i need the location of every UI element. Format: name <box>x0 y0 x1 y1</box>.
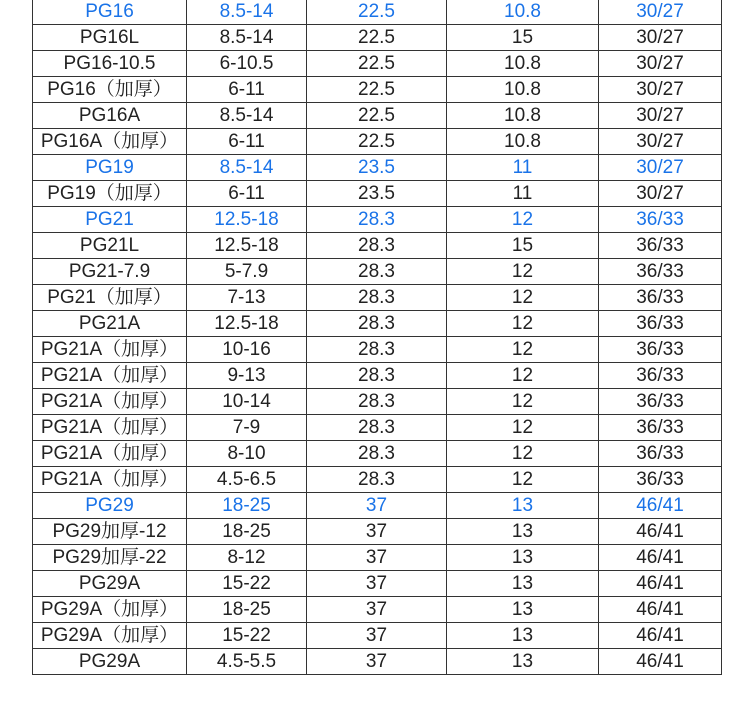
wrench-size-cell: 46/41 <box>599 649 722 675</box>
thread-length-cell: 13 <box>447 597 599 623</box>
cable-range-cell: 4.5-5.5 <box>187 649 307 675</box>
model-cell: PG21A（加厚） <box>33 441 187 467</box>
cable-range-cell: 10-16 <box>187 337 307 363</box>
wrench-size-cell: 36/33 <box>599 233 722 259</box>
thread-diameter-cell: 28.3 <box>307 207 447 233</box>
model-cell: PG21A（加厚） <box>33 337 187 363</box>
thread-diameter-cell: 23.5 <box>307 181 447 207</box>
thread-length-cell: 12 <box>447 285 599 311</box>
thread-length-cell: 10.8 <box>447 77 599 103</box>
thread-length-cell: 13 <box>447 545 599 571</box>
wrench-size-cell: 46/41 <box>599 493 722 519</box>
cable-range-cell: 8.5-14 <box>187 155 307 181</box>
thread-diameter-cell: 23.5 <box>307 155 447 181</box>
model-cell: PG21（加厚） <box>33 285 187 311</box>
thread-diameter-cell: 37 <box>307 623 447 649</box>
thread-diameter-cell: 28.3 <box>307 415 447 441</box>
thread-length-cell: 11 <box>447 181 599 207</box>
wrench-size-cell: 36/33 <box>599 415 722 441</box>
cable-range-cell: 8-10 <box>187 441 307 467</box>
thread-diameter-cell: 37 <box>307 545 447 571</box>
wrench-size-cell: 30/27 <box>599 25 722 51</box>
wrench-size-cell: 46/41 <box>599 519 722 545</box>
table-row <box>33 207 722 233</box>
thread-length-cell: 10.8 <box>447 129 599 155</box>
wrench-size-cell: 46/41 <box>599 545 722 571</box>
cable-range-cell: 8.5-14 <box>187 0 307 25</box>
cable-range-cell: 18-25 <box>187 493 307 519</box>
wrench-size-cell: 36/33 <box>599 337 722 363</box>
thread-length-cell: 13 <box>447 571 599 597</box>
table-row <box>33 259 722 285</box>
cable-range-cell: 18-25 <box>187 519 307 545</box>
cable-range-cell: 8.5-14 <box>187 103 307 129</box>
thread-diameter-cell: 28.3 <box>307 311 447 337</box>
thread-diameter-cell: 28.3 <box>307 337 447 363</box>
thread-diameter-cell: 37 <box>307 649 447 675</box>
cable-range-cell: 9-13 <box>187 363 307 389</box>
cable-range-cell: 6-11 <box>187 129 307 155</box>
table-row <box>33 415 722 441</box>
table-row <box>33 181 722 207</box>
spec-table <box>32 0 722 675</box>
thread-length-cell: 13 <box>447 623 599 649</box>
model-cell: PG21A（加厚） <box>33 415 187 441</box>
table-row <box>33 441 722 467</box>
model-cell: PG21A（加厚） <box>33 467 187 493</box>
model-cell: PG16-10.5 <box>33 51 187 77</box>
thread-diameter-cell: 28.3 <box>307 233 447 259</box>
table-row <box>33 389 722 415</box>
thread-length-cell: 12 <box>447 311 599 337</box>
wrench-size-cell: 30/27 <box>599 155 722 181</box>
thread-length-cell: 12 <box>447 389 599 415</box>
thread-length-cell: 12 <box>447 467 599 493</box>
thread-length-cell: 12 <box>447 259 599 285</box>
table-row <box>33 545 722 571</box>
cable-range-cell: 4.5-6.5 <box>187 467 307 493</box>
cable-range-cell: 18-25 <box>187 597 307 623</box>
thread-length-cell: 12 <box>447 337 599 363</box>
table-row <box>33 155 722 181</box>
thread-diameter-cell: 22.5 <box>307 25 447 51</box>
model-cell: PG29加厚-22 <box>33 545 187 571</box>
model-cell: PG29A <box>33 571 187 597</box>
thread-diameter-cell: 28.3 <box>307 259 447 285</box>
wrench-size-cell: 46/41 <box>599 571 722 597</box>
wrench-size-cell: 36/33 <box>599 207 722 233</box>
spec-table-body <box>33 0 722 675</box>
cable-range-cell: 10-14 <box>187 389 307 415</box>
table-row <box>33 77 722 103</box>
model-cell: PG29A（加厚） <box>33 597 187 623</box>
thread-length-cell: 15 <box>447 233 599 259</box>
wrench-size-cell: 30/27 <box>599 77 722 103</box>
thread-length-cell: 15 <box>447 25 599 51</box>
table-row <box>33 311 722 337</box>
model-cell: PG16L <box>33 25 187 51</box>
cable-range-cell: 6-11 <box>187 77 307 103</box>
table-row <box>33 103 722 129</box>
model-cell: PG21A（加厚） <box>33 389 187 415</box>
cable-range-cell: 7-9 <box>187 415 307 441</box>
wrench-size-cell: 46/41 <box>599 623 722 649</box>
model-cell: PG16（加厚） <box>33 77 187 103</box>
table-row <box>33 51 722 77</box>
wrench-size-cell: 30/27 <box>599 129 722 155</box>
cable-range-cell: 6-11 <box>187 181 307 207</box>
wrench-size-cell: 36/33 <box>599 259 722 285</box>
thread-diameter-cell: 37 <box>307 571 447 597</box>
thread-diameter-cell: 28.3 <box>307 285 447 311</box>
thread-length-cell: 13 <box>447 649 599 675</box>
thread-length-cell: 10.8 <box>447 0 599 25</box>
thread-length-cell: 12 <box>447 363 599 389</box>
thread-diameter-cell: 37 <box>307 519 447 545</box>
cable-range-cell: 7-13 <box>187 285 307 311</box>
thread-diameter-cell: 22.5 <box>307 103 447 129</box>
model-cell: PG21-7.9 <box>33 259 187 285</box>
model-cell: PG19（加厚） <box>33 181 187 207</box>
table-row <box>33 467 722 493</box>
cable-range-cell: 8.5-14 <box>187 25 307 51</box>
table-row <box>33 623 722 649</box>
thread-diameter-cell: 37 <box>307 597 447 623</box>
thread-length-cell: 13 <box>447 519 599 545</box>
cable-range-cell: 6-10.5 <box>187 51 307 77</box>
thread-diameter-cell: 28.3 <box>307 467 447 493</box>
wrench-size-cell: 36/33 <box>599 389 722 415</box>
wrench-size-cell: 30/27 <box>599 181 722 207</box>
model-cell: PG29加厚-12 <box>33 519 187 545</box>
model-cell: PG29A <box>33 649 187 675</box>
model-cell: PG16A（加厚） <box>33 129 187 155</box>
model-cell: PG21 <box>33 207 187 233</box>
table-row <box>33 519 722 545</box>
thread-diameter-cell: 22.5 <box>307 51 447 77</box>
thread-length-cell: 13 <box>447 493 599 519</box>
table-row <box>33 649 722 675</box>
model-cell: PG21A（加厚） <box>33 363 187 389</box>
cable-range-cell: 15-22 <box>187 571 307 597</box>
wrench-size-cell: 36/33 <box>599 467 722 493</box>
thread-length-cell: 12 <box>447 441 599 467</box>
table-row <box>33 233 722 259</box>
thread-length-cell: 11 <box>447 155 599 181</box>
cable-range-cell: 12.5-18 <box>187 233 307 259</box>
cable-range-cell: 5-7.9 <box>187 259 307 285</box>
cable-range-cell: 8-12 <box>187 545 307 571</box>
model-cell: PG29 <box>33 493 187 519</box>
thread-diameter-cell: 28.3 <box>307 441 447 467</box>
table-row <box>33 0 722 25</box>
thread-length-cell: 10.8 <box>447 103 599 129</box>
cable-range-cell: 12.5-18 <box>187 207 307 233</box>
model-cell: PG19 <box>33 155 187 181</box>
thread-diameter-cell: 28.3 <box>307 363 447 389</box>
wrench-size-cell: 30/27 <box>599 0 722 25</box>
model-cell: PG21A <box>33 311 187 337</box>
thread-diameter-cell: 37 <box>307 493 447 519</box>
cable-range-cell: 15-22 <box>187 623 307 649</box>
model-cell: PG29A（加厚） <box>33 623 187 649</box>
thread-length-cell: 12 <box>447 415 599 441</box>
table-row <box>33 363 722 389</box>
table-row <box>33 285 722 311</box>
table-row <box>33 597 722 623</box>
wrench-size-cell: 30/27 <box>599 103 722 129</box>
table-row <box>33 25 722 51</box>
model-cell: PG21L <box>33 233 187 259</box>
thread-length-cell: 10.8 <box>447 51 599 77</box>
thread-diameter-cell: 22.5 <box>307 129 447 155</box>
wrench-size-cell: 36/33 <box>599 311 722 337</box>
table-row <box>33 337 722 363</box>
wrench-size-cell: 36/33 <box>599 285 722 311</box>
wrench-size-cell: 36/33 <box>599 441 722 467</box>
table-row <box>33 129 722 155</box>
wrench-size-cell: 30/27 <box>599 51 722 77</box>
thread-length-cell: 12 <box>447 207 599 233</box>
table-row <box>33 493 722 519</box>
thread-diameter-cell: 28.3 <box>307 389 447 415</box>
model-cell: PG16A <box>33 103 187 129</box>
cable-range-cell: 12.5-18 <box>187 311 307 337</box>
thread-diameter-cell: 22.5 <box>307 0 447 25</box>
table-row <box>33 571 722 597</box>
thread-diameter-cell: 22.5 <box>307 77 447 103</box>
model-cell: PG16 <box>33 0 187 25</box>
wrench-size-cell: 36/33 <box>599 363 722 389</box>
wrench-size-cell: 46/41 <box>599 597 722 623</box>
